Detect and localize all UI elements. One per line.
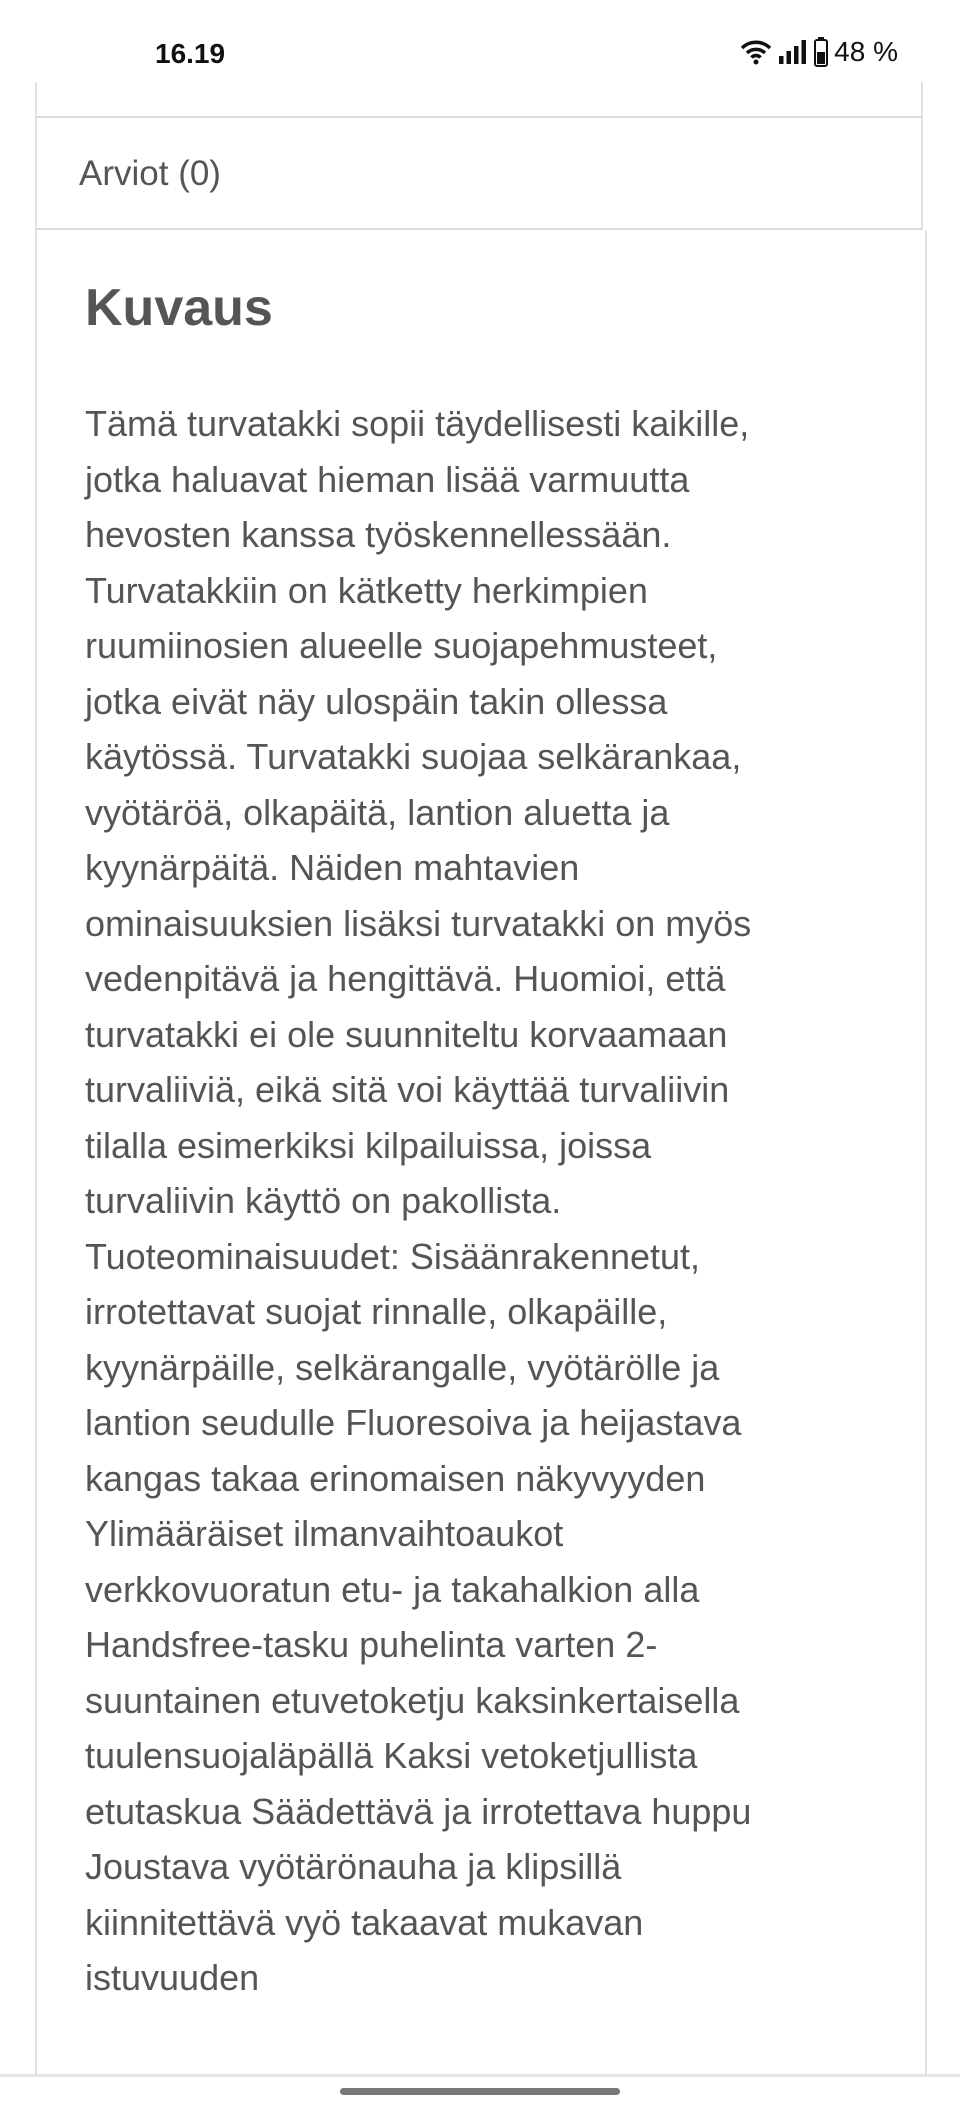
description-line: jotka eivät näy ulospäin takin ollessa (85, 680, 668, 722)
description-line: ruumiinosien alueelle suojapehmusteet, (85, 625, 718, 666)
description-line: suuntainen etuvetoketju kaksinkertaisella (85, 1679, 740, 1721)
home-indicator[interactable] (340, 2088, 620, 2095)
description-line: vedenpitävä ja hengittävä. Huomioi, että (85, 958, 726, 999)
description-line: kangas takaa erinomaisen näkyvyyden (85, 1457, 706, 1499)
signal-icon (778, 40, 808, 64)
description-line: Tuoteominaisuudet: Sisäänrakennetut, (85, 1235, 701, 1277)
description-line: Turvatakkiin on kätketty herkimpien (85, 569, 648, 611)
description-line: jotka haluavat hieman lisää varmuutta (85, 458, 690, 500)
system-icons (740, 36, 898, 68)
description-line: ominaisuuksien lisäksi turvatakki on myös (85, 902, 752, 944)
previous-tab-panel (35, 82, 923, 118)
battery-percent: 48 % (834, 36, 898, 67)
description-line: Joustava vyötärönauha ja klipsillä (85, 1846, 622, 1887)
description-line: Handsfree-tasku puhelinta varten 2- (85, 1624, 658, 1665)
description-line: hevosten kanssa työskennellessään. (85, 514, 672, 555)
description-line: Ylimääräiset ilmanvaihtoaukot (85, 1513, 564, 1554)
description-line: irrotettavat suojat rinnalle, olkapäille, (85, 1291, 668, 1332)
description-panel (35, 230, 927, 2076)
tab-reviews-label: Arviot (0) (79, 154, 221, 193)
description-line: kiinnitettävä vyö takaavat mukavan (85, 1901, 644, 1943)
description-line: Tämä turvatakki sopii täydellisesti kaikille, (85, 403, 750, 444)
description-line: lantion seudulle Fluoresoiva ja heijastava (85, 1402, 742, 1443)
tab-reviews[interactable] (35, 118, 923, 230)
wifi-icon (740, 39, 772, 65)
description-line: vyötäröä, olkapäitä, lantion aluetta ja (85, 791, 670, 833)
status-bar (0, 0, 960, 82)
description-line: käytössä. Turvatakki suojaa selkärankaa, (85, 736, 742, 777)
battery-icon (814, 37, 828, 67)
description-line: kyynärpäitä. Näiden mahtavien (85, 847, 580, 888)
description-text (85, 396, 751, 2006)
description-heading: Kuvaus (85, 279, 273, 337)
description-line: kyynärpäille, selkärangalle, vyötärölle ja (85, 1346, 720, 1388)
description-line: tilalla esimerkiksi kilpailuissa, joissa (85, 1124, 652, 1166)
description-line: etutaskua Säädettävä ja irrotettava huppu (85, 1790, 752, 1832)
status-time: 16.19 (155, 38, 226, 69)
divider (0, 2074, 960, 2077)
description-line: tuulensuojaläpällä Kaksi vetoketjullista (85, 1735, 698, 1776)
description-line: turvaliiviä, eikä sitä voi käyttää turvaliivin (85, 1069, 730, 1110)
description-line: turvatakki ei ole suunniteltu korvaamaan (85, 1013, 728, 1055)
description-line: turvaliivin käyttö on pakollista. (85, 1180, 562, 1221)
description-line: verkkovuoratun etu- ja takahalkion alla (85, 1568, 700, 1610)
description-line: istuvuuden (85, 1957, 260, 1998)
